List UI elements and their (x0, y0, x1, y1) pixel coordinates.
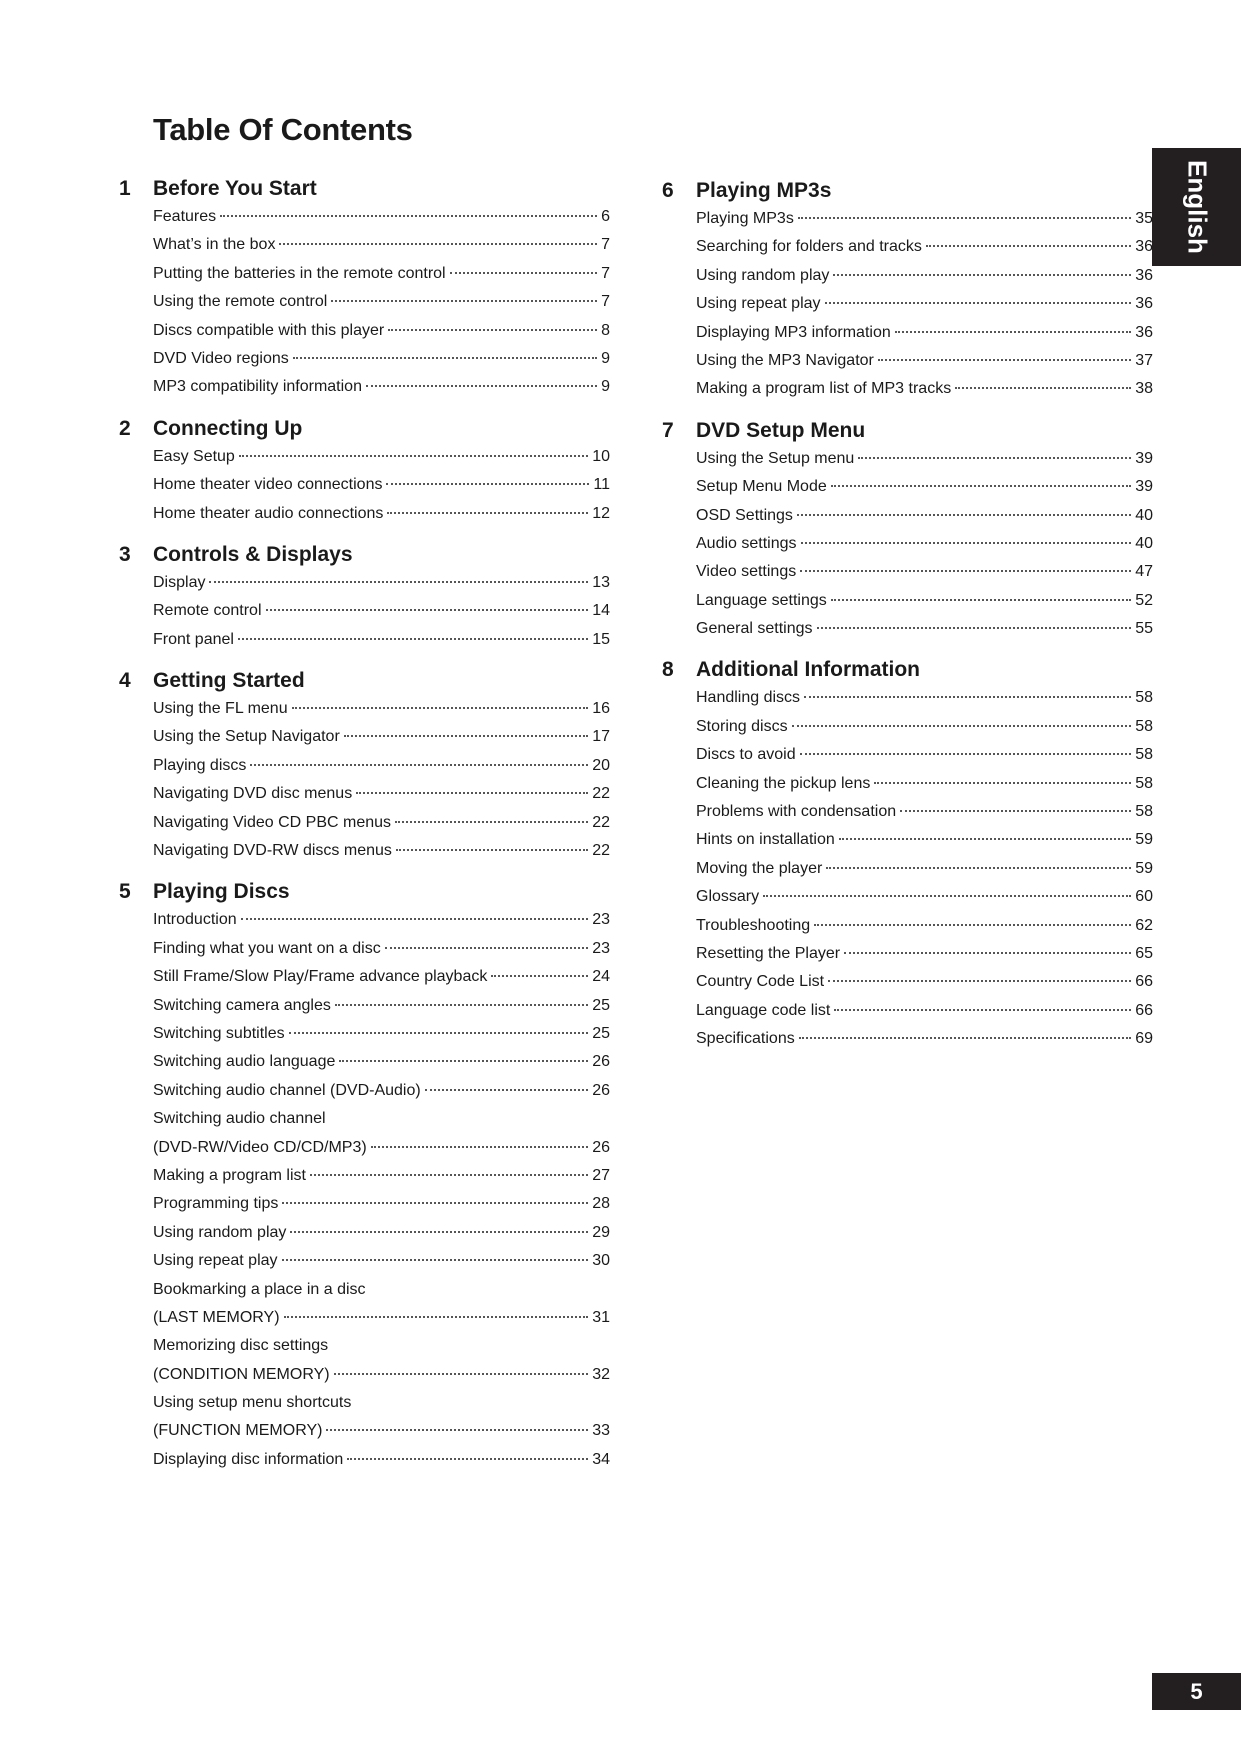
entry-title: Still Frame/Slow Play/Frame advance playback (153, 968, 488, 986)
entry-title: Language code list (696, 1001, 831, 1019)
entry-title: Introduction (153, 911, 237, 929)
dot-leader (371, 1146, 589, 1148)
dot-leader (335, 1004, 588, 1006)
entry-title: Setup Menu Mode (696, 478, 827, 496)
entry-title: Features (153, 208, 217, 225)
dot-leader (425, 1089, 589, 1091)
toc-entry[interactable] (153, 1366, 610, 1394)
dot-leader (266, 609, 589, 611)
entry-page-number: 22 (592, 813, 610, 831)
dot-leader (334, 1373, 589, 1375)
entry-page-number: 11 (593, 476, 610, 494)
dot-leader (858, 457, 1131, 459)
entry-page-number: 26 (592, 1053, 610, 1071)
entry-page-number: 6 (601, 208, 610, 225)
entry-title: Home theater audio connections (153, 504, 384, 522)
section-title: Additional Information (696, 658, 920, 682)
entry-page-number: 9 (601, 378, 610, 396)
dot-leader (310, 1174, 588, 1176)
dot-leader (356, 792, 588, 794)
entry-title: Storing discs (696, 717, 788, 735)
toc-entry[interactable] (696, 592, 1153, 620)
dot-leader (826, 867, 1131, 869)
entry-page-number: 33 (592, 1422, 610, 1440)
toc-entry[interactable] (153, 476, 610, 504)
entry-page-number: 59 (1135, 831, 1153, 849)
entry-page-number: 34 (592, 1450, 610, 1468)
entry-page-number: 17 (592, 728, 610, 746)
toc-entry[interactable] (153, 322, 610, 350)
dot-leader (238, 638, 588, 640)
entry-title: Switching subtitles (153, 1024, 285, 1042)
section-title: Getting Started (153, 669, 305, 693)
toc-entry[interactable] (696, 945, 1153, 973)
dot-leader (799, 1037, 1131, 1039)
entry-page-number: 39 (1135, 478, 1153, 496)
toc-entry[interactable] (153, 728, 610, 756)
entry-title: Glossary (696, 888, 760, 906)
entry-page-number: 10 (592, 447, 610, 465)
dot-leader (834, 1009, 1131, 1011)
toc-right-column (662, 179, 1153, 1069)
entry-page-number: 36 (1135, 238, 1153, 256)
dot-leader (284, 1316, 589, 1318)
section-heading (119, 543, 610, 574)
section-heading (119, 880, 610, 911)
entry-title: Easy Setup (153, 447, 235, 465)
toc-entry[interactable] (153, 1422, 610, 1450)
section-number: 5 (119, 880, 131, 904)
section-heading (662, 419, 1153, 450)
entry-page-number: 22 (592, 842, 610, 860)
dot-leader (801, 542, 1132, 544)
entry-title: Switching audio language (153, 1053, 336, 1071)
entry-title: Switching camera angles (153, 996, 331, 1014)
toc-entry[interactable] (153, 1167, 610, 1195)
toc-entry[interactable] (153, 757, 610, 785)
toc-entry[interactable] (153, 505, 610, 533)
entry-page-number: 58 (1135, 774, 1153, 792)
entry-page-number: 26 (592, 1138, 610, 1156)
entry-title: Using setup menu shortcuts (153, 1394, 352, 1412)
entry-page-number: 36 (1135, 295, 1153, 313)
entry-title: Problems with condensation (696, 803, 897, 821)
toc-entry[interactable] (153, 1224, 610, 1252)
dot-leader (831, 599, 1131, 601)
dot-leader (282, 1259, 589, 1261)
section-number: 6 (662, 179, 674, 202)
toc-entry[interactable] (696, 478, 1153, 506)
entry-page-number: 28 (592, 1195, 610, 1213)
dot-leader (804, 696, 1131, 698)
entry-page-number: 23 (592, 939, 610, 957)
toc-section (119, 177, 610, 407)
entry-title: Displaying disc information (153, 1450, 344, 1468)
entry-page-number: 58 (1135, 689, 1153, 707)
entry-page-number: 9 (601, 349, 610, 367)
toc-section (662, 179, 1153, 409)
entry-title: Home theater video connections (153, 476, 383, 494)
dot-leader (220, 215, 597, 217)
entry-page-number: 55 (1135, 620, 1153, 638)
toc-entry[interactable] (153, 1394, 610, 1422)
entry-page-number: 29 (592, 1223, 610, 1241)
entry-title: Memorizing disc settings (153, 1337, 329, 1355)
toc-entry[interactable] (153, 1195, 610, 1223)
entry-title: Programming tips (153, 1195, 279, 1213)
entry-page-number: 7 (601, 293, 610, 311)
entry-title: Switching audio channel (DVD-Audio) (153, 1081, 421, 1099)
entry-page-number: 40 (1135, 506, 1153, 524)
entry-title: Bookmarking a place in a disc (153, 1280, 366, 1298)
section-heading (119, 417, 610, 448)
entry-page-number: 58 (1135, 746, 1153, 764)
entry-title: Playing MP3s (696, 210, 794, 227)
dot-leader (339, 1060, 588, 1062)
toc-entry[interactable] (153, 911, 610, 939)
entry-title: Searching for folders and tracks (696, 238, 922, 256)
toc-entry[interactable] (696, 718, 1153, 746)
dot-leader (396, 849, 588, 851)
dot-leader (347, 1458, 588, 1460)
toc-entry[interactable] (153, 1025, 610, 1053)
toc-entry[interactable] (153, 700, 610, 728)
dot-leader (326, 1429, 588, 1431)
entry-title: What’s in the box (153, 236, 276, 254)
entry-page-number: 37 (1135, 351, 1153, 369)
entry-page-number: 7 (601, 264, 610, 282)
entry-page-number: 62 (1135, 916, 1153, 934)
entry-page-number: 58 (1135, 803, 1153, 821)
section-title: Before You Start (153, 177, 317, 200)
section-number: 4 (119, 669, 131, 693)
entry-page-number: 39 (1135, 449, 1153, 467)
dot-leader (825, 302, 1132, 304)
toc-entry[interactable] (153, 602, 610, 630)
toc-entry[interactable] (153, 1110, 610, 1138)
toc-entry[interactable] (153, 814, 610, 842)
dot-leader (386, 483, 589, 485)
toc-left-column (119, 177, 610, 1489)
dot-leader (800, 570, 1131, 572)
toc-entry[interactable] (153, 968, 610, 996)
toc-entry[interactable] (153, 448, 610, 476)
entry-page-number: 16 (592, 700, 610, 718)
entry-page-number: 30 (592, 1252, 610, 1270)
dot-leader (491, 975, 588, 977)
entry-page-number: 58 (1135, 717, 1153, 735)
toc-entry[interactable] (153, 1252, 610, 1280)
dot-leader (844, 952, 1131, 954)
toc-entry[interactable] (153, 236, 610, 264)
dot-leader (239, 455, 588, 457)
section-title: Controls & Displays (153, 542, 353, 566)
dot-leader (250, 764, 588, 766)
entry-title: Discs compatible with this player (153, 321, 385, 339)
dot-leader (797, 514, 1131, 516)
toc-entry[interactable] (153, 265, 610, 293)
entry-page-number: 60 (1135, 888, 1153, 906)
dot-leader (366, 385, 597, 387)
section-number: 1 (119, 177, 131, 200)
section-number: 7 (662, 418, 674, 442)
entry-page-number: 47 (1135, 563, 1153, 581)
entry-title: (LAST MEMORY) (153, 1308, 280, 1326)
dot-leader (293, 357, 597, 359)
section-number: 3 (119, 542, 131, 566)
entry-page-number: 65 (1135, 944, 1153, 962)
page-number: 5 (1152, 1673, 1241, 1710)
toc-entry[interactable] (153, 631, 610, 659)
language-tab (1152, 148, 1241, 266)
toc-entry[interactable] (153, 208, 610, 236)
dot-leader (331, 300, 597, 302)
toc-entry[interactable] (696, 775, 1153, 803)
toc-entry[interactable] (696, 831, 1153, 859)
entry-page-number: 25 (592, 996, 610, 1014)
entry-page-number: 14 (592, 602, 610, 620)
dot-leader (874, 782, 1131, 784)
entry-title: OSD Settings (696, 506, 793, 524)
entry-title: Navigating Video CD PBC menus (153, 813, 392, 831)
toc-entry[interactable] (153, 785, 610, 813)
toc-entry[interactable] (696, 324, 1153, 352)
toc-section (662, 658, 1153, 1058)
section-heading (662, 179, 1153, 210)
entry-title: Using the remote control (153, 293, 328, 311)
entry-page-number: 40 (1135, 534, 1153, 552)
toc-entry[interactable] (153, 997, 610, 1025)
entry-page-number: 25 (592, 1024, 610, 1042)
entry-title: Discs to avoid (696, 746, 796, 764)
toc-entry[interactable] (153, 574, 610, 602)
dot-leader (241, 918, 589, 920)
entry-page-number: 32 (592, 1365, 610, 1383)
entry-title: DVD Video regions (153, 349, 289, 367)
entry-title: Making a program list (153, 1166, 306, 1184)
toc-entry[interactable] (696, 689, 1153, 717)
dot-leader (385, 947, 589, 949)
toc-entry[interactable] (696, 450, 1153, 478)
entry-page-number: 26 (592, 1081, 610, 1099)
dot-leader (792, 725, 1132, 727)
entry-page-number: 66 (1135, 1001, 1153, 1019)
dot-leader (387, 512, 588, 514)
entry-title: Display (153, 573, 206, 591)
section-title: Playing Discs (153, 880, 290, 904)
entry-page-number: 22 (592, 785, 610, 803)
language-tab-label: English (1182, 160, 1212, 254)
section-number: 2 (119, 416, 131, 440)
entry-title: Using the Setup menu (696, 449, 855, 467)
toc-section (119, 543, 610, 659)
toc-entry[interactable] (153, 1309, 610, 1337)
toc-entry[interactable] (153, 1281, 610, 1309)
section-title: Playing MP3s (696, 179, 832, 202)
dot-leader (388, 329, 597, 331)
entry-title: Specifications (696, 1030, 795, 1048)
dot-leader (279, 243, 597, 245)
toc-entry[interactable] (696, 238, 1153, 266)
entry-page-number: 15 (592, 630, 610, 648)
dot-leader (282, 1202, 588, 1204)
toc-entry[interactable] (696, 746, 1153, 774)
toc-entry[interactable] (696, 563, 1153, 591)
entry-title: Moving the player (696, 859, 823, 877)
section-number: 8 (662, 658, 674, 682)
entry-page-number: 24 (592, 968, 610, 986)
entry-title: Using the MP3 Navigator (696, 351, 874, 369)
toc-entry[interactable] (696, 860, 1153, 888)
dot-leader (763, 895, 1131, 897)
dot-leader (828, 980, 1131, 982)
entry-title: Country Code List (696, 973, 825, 991)
toc-entry[interactable] (696, 507, 1153, 535)
entry-title: Using the Setup Navigator (153, 728, 340, 746)
entry-page-number: 35 (1135, 210, 1153, 227)
toc-entry[interactable] (696, 295, 1153, 323)
section-title: Connecting Up (153, 416, 303, 440)
dot-leader (878, 359, 1131, 361)
entry-title: Troubleshooting (696, 916, 811, 934)
entry-title: Navigating DVD-RW discs menus (153, 842, 392, 860)
toc-entry[interactable] (153, 842, 610, 870)
entry-title: Remote control (153, 602, 262, 620)
dot-leader (955, 387, 1131, 389)
toc-entry[interactable] (696, 380, 1153, 408)
entry-page-number: 36 (1135, 266, 1153, 284)
toc-entry[interactable] (153, 1082, 610, 1110)
toc-section (119, 417, 610, 533)
dot-leader (798, 217, 1131, 219)
toc-section (119, 669, 610, 870)
dot-leader (344, 735, 588, 737)
entry-title: Hints on installation (696, 831, 835, 849)
entry-title: (FUNCTION MEMORY) (153, 1422, 323, 1440)
entry-title: Using repeat play (696, 295, 821, 313)
entry-page-number: 23 (592, 911, 610, 929)
toc-entry[interactable] (696, 1002, 1153, 1030)
entry-page-number: 27 (592, 1166, 610, 1184)
section-heading (119, 669, 610, 700)
section-title: DVD Setup Menu (696, 418, 866, 442)
dot-leader (814, 924, 1131, 926)
toc-entry[interactable] (153, 350, 610, 378)
entry-title: Using random play (153, 1223, 287, 1241)
toc-entry[interactable] (153, 1337, 610, 1365)
entry-page-number: 69 (1135, 1030, 1153, 1048)
entry-title: Finding what you want on a disc (153, 939, 381, 957)
toc-entry[interactable] (153, 1053, 610, 1081)
dot-leader (209, 581, 588, 583)
dot-leader (289, 1032, 589, 1034)
entry-page-number: 31 (592, 1308, 610, 1326)
toc-entry[interactable] (696, 535, 1153, 563)
dot-leader (833, 274, 1131, 276)
entry-title: Making a program list of MP3 tracks (696, 380, 952, 398)
entry-page-number: 12 (592, 504, 610, 522)
entry-title: (DVD-RW/Video CD/CD/MP3) (153, 1138, 367, 1156)
entry-title: Switching audio channel (153, 1110, 326, 1128)
entry-title: Playing discs (153, 756, 247, 774)
entry-title: Language settings (696, 591, 827, 609)
entry-title: Audio settings (696, 534, 797, 552)
entry-title: Navigating DVD disc menus (153, 785, 353, 803)
entry-title: Using random play (696, 266, 830, 284)
dot-leader (926, 245, 1131, 247)
entry-page-number: 38 (1135, 380, 1153, 398)
dot-leader (900, 810, 1131, 812)
entry-title: Using repeat play (153, 1252, 278, 1270)
toc-entry[interactable] (153, 1451, 610, 1479)
dot-leader (395, 821, 588, 823)
entry-page-number: 13 (592, 573, 610, 591)
toc-section (119, 880, 610, 1479)
dot-leader (895, 331, 1131, 333)
section-heading (119, 177, 610, 208)
dot-leader (800, 753, 1132, 755)
entry-page-number: 20 (592, 756, 610, 774)
toc-entry[interactable] (153, 378, 610, 406)
entry-title: Using the FL menu (153, 700, 288, 718)
toc-entry[interactable] (696, 210, 1153, 238)
entry-page-number: 52 (1135, 591, 1153, 609)
entry-title: General settings (696, 620, 813, 638)
entry-page-number: 7 (601, 236, 610, 254)
entry-title: Cleaning the pickup lens (696, 774, 871, 792)
toc-entry[interactable] (153, 293, 610, 321)
entry-title: Video settings (696, 563, 797, 581)
page-title: Table Of Contents (153, 112, 413, 147)
dot-leader (450, 272, 597, 274)
entry-title: Front panel (153, 630, 234, 648)
toc-entry[interactable] (696, 620, 1153, 648)
toc-entry[interactable] (153, 940, 610, 968)
toc-entry[interactable] (696, 1030, 1153, 1058)
entry-title: Putting the batteries in the remote control (153, 264, 446, 282)
toc-entry[interactable] (153, 1139, 610, 1167)
toc-entry[interactable] (696, 917, 1153, 945)
entry-title: MP3 compatibility information (153, 378, 362, 396)
toc-entry[interactable] (696, 888, 1153, 916)
dot-leader (290, 1231, 588, 1233)
toc-entry[interactable] (696, 267, 1153, 295)
dot-leader (839, 838, 1131, 840)
section-heading (662, 658, 1153, 689)
toc-entry[interactable] (696, 803, 1153, 831)
dot-leader (831, 485, 1131, 487)
entry-page-number: 8 (601, 321, 610, 339)
entry-title: (CONDITION MEMORY) (153, 1365, 330, 1383)
entry-page-number: 36 (1135, 323, 1153, 341)
dot-leader (292, 707, 589, 709)
toc-entry[interactable] (696, 973, 1153, 1001)
entry-page-number: 66 (1135, 973, 1153, 991)
dot-leader (817, 627, 1132, 629)
entry-title: Resetting the Player (696, 944, 841, 962)
entry-page-number: 59 (1135, 859, 1153, 877)
toc-entry[interactable] (696, 352, 1153, 380)
toc-section (662, 419, 1153, 649)
entry-title: Handling discs (696, 689, 801, 707)
entry-title: Displaying MP3 information (696, 323, 891, 341)
